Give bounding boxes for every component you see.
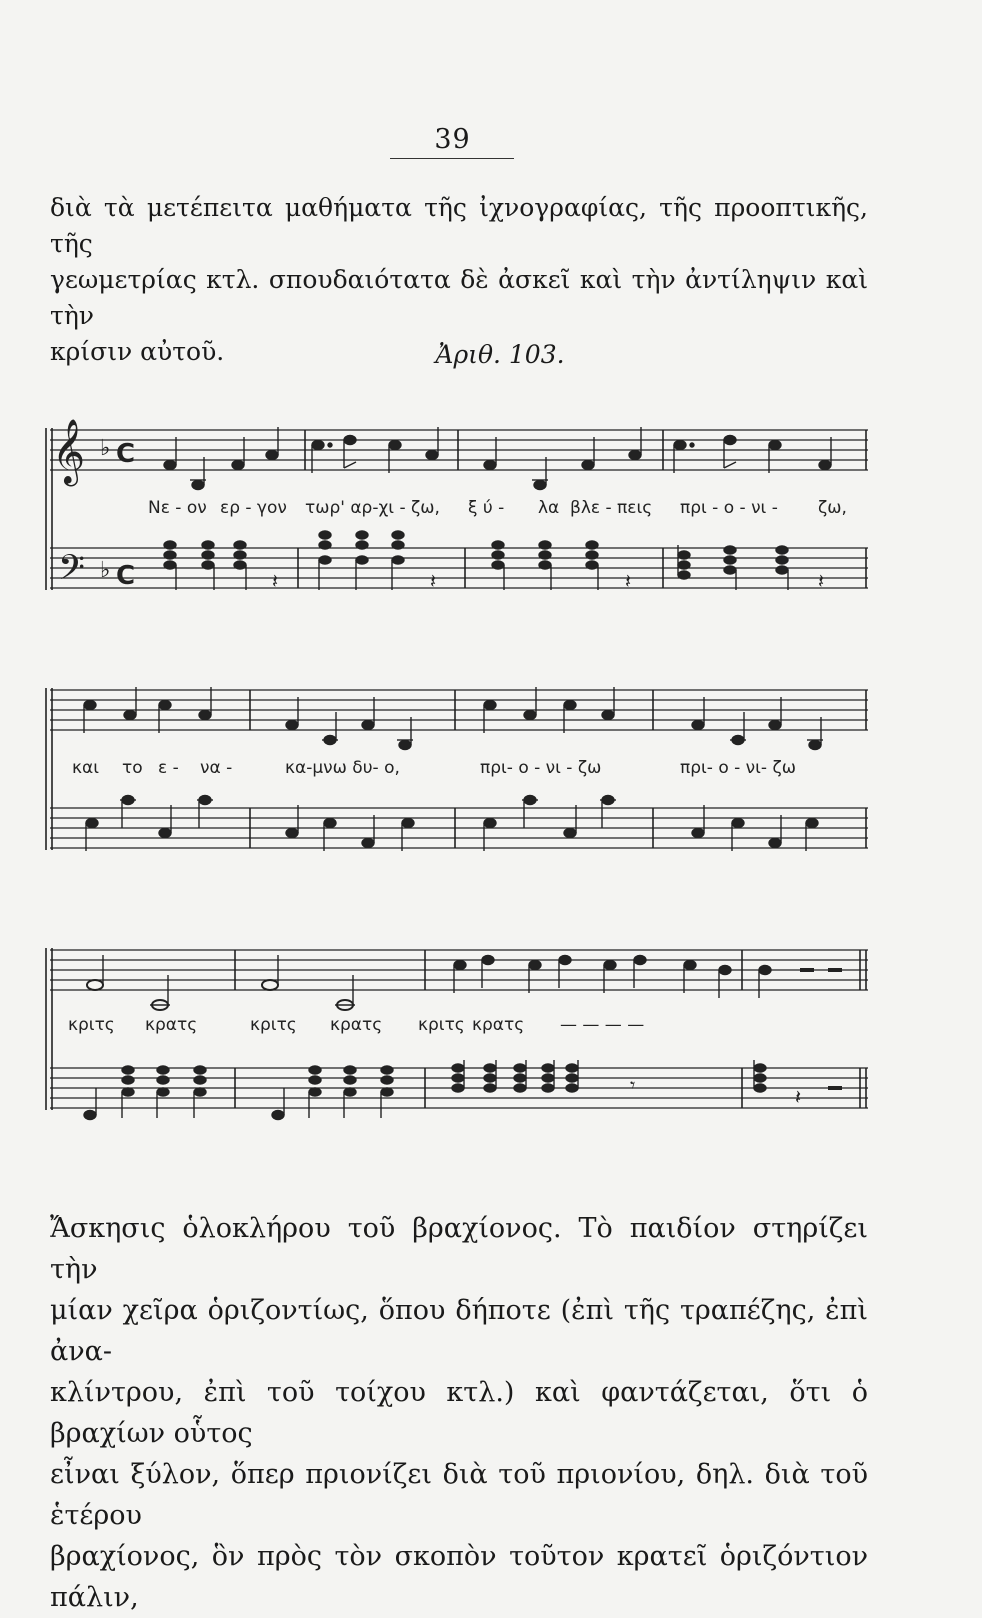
lyric: πρι- ο - νι - ζω: [480, 758, 602, 778]
page-number: 39: [434, 124, 471, 155]
text-line: μίαν χεῖρα ὁριζοντίως, ὅπου δήποτε (ἐπὶ τῆς τραπέζης, ἐπὶ ἀνα-: [50, 1295, 868, 1367]
lyric: να -: [200, 758, 233, 778]
lyric: βλε - πεις: [570, 498, 653, 518]
system2-melody-notes: [84, 687, 823, 750]
quarter-rest-icon: 𝄽: [818, 569, 825, 593]
text-line: εἶναι ξύλον, ὅπερ πριονίζει διὰ τοῦ πριονίου, δηλ. διὰ τοῦ ἑτέρου: [50, 1459, 868, 1531]
text-line: γεωμετρίας κτλ. σπουδαιότατα δὲ ἀσκεῖ καὶ τὴν ἀντίληψιν καὶ τὴν: [50, 265, 868, 330]
lyric: και: [72, 758, 99, 778]
lyric: κα-μνω δυ- ο,: [285, 758, 400, 778]
lyric: κριτς: [250, 1015, 297, 1035]
lyric: — — — —: [560, 1015, 645, 1035]
flat-sign-icon: ♭: [100, 436, 111, 461]
lyric: κριτς: [68, 1015, 115, 1035]
lyric: ε -: [158, 758, 179, 778]
text-line: διὰ τὰ μετέπειτα μαθήματα τῆς ἰχνογραφίας, τῆς προοπτικῆς, τῆς: [50, 193, 868, 258]
quarter-rest-icon: 𝄽: [795, 1085, 802, 1109]
text-line: κλίντρου, ἐπὶ τοῦ τοίχου κτλ.) καὶ φαντάζεται, ὅτι ὁ βραχίων οὗτος: [50, 1377, 868, 1449]
lyric: ζω,: [818, 498, 847, 518]
treble-clef-icon: 𝄞: [52, 419, 86, 484]
lyric: λα: [538, 498, 560, 518]
system2-lower-notes: [86, 796, 818, 852]
lyric: πρι - ο - νι -: [680, 498, 778, 518]
text-line: βραχίονος, ὃν πρὸς τὸν σκοπὸν τοῦτον κρατεῖ ὁριζόντιον πάλιν,: [50, 1541, 868, 1613]
lyric: ερ - γον: [220, 498, 287, 518]
system3-melody-notes: [87, 955, 842, 1010]
text-line: κρίσιν αὐτοῦ.: [50, 337, 225, 366]
text-line: Ἄσκησις ὁλοκλήρου τοῦ βραχίονος. Τὸ παιδίον στηρίζει τὴν: [50, 1213, 868, 1285]
system3-lower-chords: [84, 1060, 842, 1120]
lyric: κριτς: [418, 1015, 465, 1035]
lyric: κρατς: [145, 1015, 198, 1035]
lyric: κρατς: [472, 1015, 525, 1035]
quarter-rest-icon: 𝄽: [625, 569, 632, 593]
bottom-paragraph: [50, 1208, 868, 1618]
system1-bass-chords: [164, 531, 824, 593]
flat-sign-icon: ♭: [100, 558, 111, 583]
lyric: τωρ' αρ-χι - ζω,: [305, 498, 440, 518]
eighth-rest-icon: 𝄾: [630, 1073, 636, 1097]
lyric: κρατς: [330, 1015, 383, 1035]
bass-clef-icon: 𝄢: [58, 547, 86, 596]
lyric: πρι- ο - νι- ζω: [680, 758, 796, 778]
exercise-heading: Ἀριθ. 103.: [435, 340, 565, 369]
lyric: το: [122, 758, 143, 778]
lyric: Νε - ον: [148, 498, 207, 518]
system1-melody-notes: [164, 427, 831, 490]
quarter-rest-icon: 𝄽: [272, 569, 279, 593]
quarter-rest-icon: 𝄽: [430, 569, 437, 593]
lyric: ξ ύ -: [468, 498, 505, 518]
common-time-icon: C: [116, 561, 136, 591]
common-time-icon: C: [116, 439, 136, 469]
